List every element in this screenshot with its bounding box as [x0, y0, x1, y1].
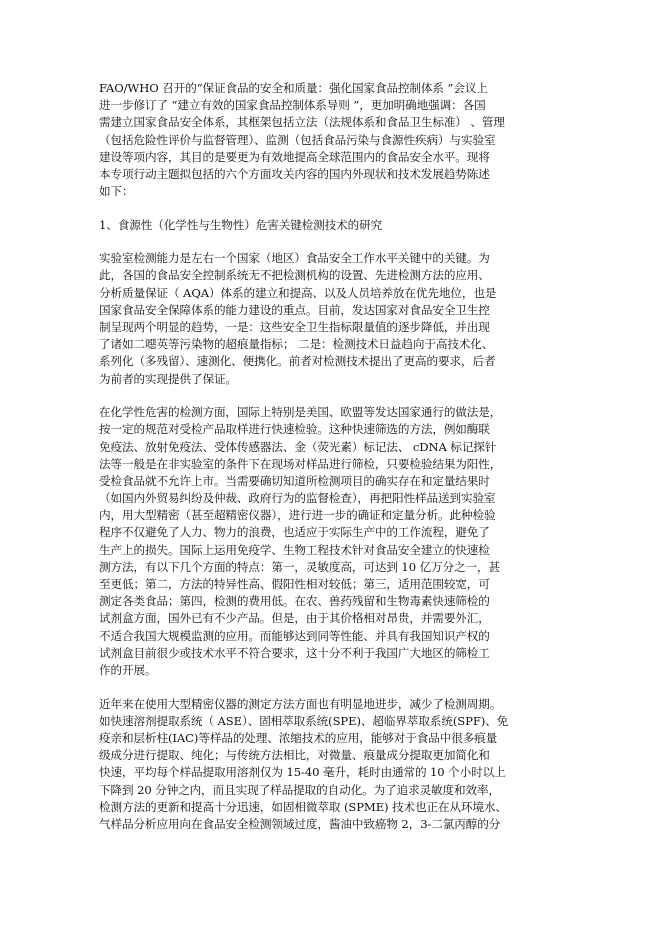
instrument-methods-paragraph — [99, 696, 561, 834]
text-line: FAO/WHO 召开的“保证食品的安全和质量：强化国家食品控制体系 ”会议上 — [99, 81, 488, 95]
text-line: 如快速溶剂提取系统（ ASE）、固相萃取系统(SPE)、超临界萃取系统(SPF)、免 — [99, 713, 509, 728]
text-line: 级成分进行提取、纯化；与传统方法相比，对微量、痕量成分提取更加简化和 — [99, 748, 490, 763]
text-line: 气样品分析应用向在食品安全检测领域过度，酱油中致癌物 2，3-二氯丙醇的分 — [99, 816, 501, 831]
text-line: 试剂盒方面，国外已有不少产品。但是，由于其价格相对昂贵，并需要外汇， — [99, 611, 490, 626]
text-line: 检测方法的更新和提高十分迅速，如固相微萃取 (SPME) 技术也正在从环境水、 — [99, 799, 508, 814]
text-line: （如国内外贸易纠纷及仲裁、政府行为的监督检查），再把阳性样品送到实验室 — [99, 491, 496, 506]
text-line: 进一步修订了 “建立有效的国家食品控制体系导则 ”，更加明确地强调：各国 — [99, 98, 486, 113]
text-line: 制呈现两个明显的趋势，一是：这些安全卫生指标限量值的逐步降低，并出现 — [99, 320, 490, 335]
text-line: 内，用大型精密（甚至超精密仪器），进行进一步的确证和定量分析。此种检验 — [99, 508, 496, 523]
text-line: 不适合我国大规模监测的应用。而能够达到同等性能、并具有我国知识产权的 — [99, 628, 490, 643]
text-line: 需建立国家食品安全体系，其框架包括立法（法规体系和食品卫生标准） 、管理 — [99, 115, 505, 130]
text-line: 国家食品安全保障体系的能力建设的重点。目前，发达国家对食品安全卫生控 — [99, 302, 490, 317]
text-line: 至更低；第二，方法的特异性高、假阳性相对较低；第三，适用范围较宽，可 — [99, 577, 490, 592]
intro-paragraph — [99, 80, 561, 200]
section-heading-text: 1、食源性（化学性与生物性）危害关键检测技术的研究 — [99, 217, 383, 232]
text-line: 如下： — [99, 184, 134, 199]
chemical-hazard-paragraph — [99, 404, 561, 679]
text-line: 系列化（多残留）、速测化、便携化。前者对检测技术提出了更高的要求，后者 — [99, 354, 496, 369]
text-line: （包括危险性评价与监督管理）、监测（包括食品污染与食源性疾病）与实验室 — [99, 132, 496, 147]
text-line: 疫亲和层析柱(IAC)等样品的处理、浓缩技术的应用，能够对于食品中很多痕量 — [99, 730, 498, 745]
text-line: 按一定的规范对受检产品取样进行快速检验。这种快速筛选的方法，例如酶联 — [99, 422, 490, 437]
paragraph-gap — [99, 388, 561, 404]
text-line: 为前者的实现提供了保证。 — [99, 371, 237, 386]
paragraph-gap — [99, 200, 561, 216]
text-line: 快速，平均每个样品提取用溶剂仅为 15-40 毫升，耗时由通常的 10 个小时以上 — [99, 765, 506, 780]
text-line: 受检食品就不允许上市。当需要确切知道所检测项目的确实存在和定量结果时 — [99, 473, 490, 488]
text-line: 作的开展。 — [99, 662, 157, 677]
text-line: 此，各国的食品安全控制系统无不把检测机构的设置、先进检测方法的应用、 — [99, 268, 490, 283]
text-line: 生产上的损失。国际上运用免疫学、生物工程技术针对食品安全建立的快速检 — [99, 542, 490, 557]
text-line: 测定各类食品；第四，检测的费用低。在农、兽药残留和生物毒素快速筛检的 — [99, 594, 490, 609]
text-line: 免疫法、放射免疫法、受体传感器法、金（荧光素）标记法、 cDNA 标记探针 — [99, 439, 497, 454]
text-line: 本专项行动主题拟包括的六个方面攻关内容的国内外现状和技术发展趋势陈述 — [99, 166, 490, 181]
text-line: 实验室检测能力是左右一个国家（地区）食品安全工作水平关键中的关键。为 — [99, 251, 490, 266]
text-line: 程序不仅避免了人力、物力的浪费，也适应于实际生产中的工作流程，避免了 — [99, 525, 490, 540]
lab-capacity-paragraph — [99, 250, 561, 388]
text-line: 试剂盒目前很少或技术水平不符合要求，这十分不利于我国广大地区的筛检工 — [99, 645, 490, 660]
text-line: 测方法，有以下几个方面的特点：第一，灵敏度高，可达到 10 亿万分之一，甚 — [99, 559, 501, 574]
text-line: 了诸如二噁英等污染物的超痕量指标； 二是：检测技术日益趋向于高技术化、 — [99, 337, 494, 352]
paragraph-gap — [99, 234, 561, 250]
paragraph-gap — [99, 679, 561, 695]
document-page — [99, 80, 561, 833]
text-line: 建设等项内容，其目的是要更为有效地提高全球范围内的食品安全水平。现将 — [99, 149, 490, 164]
section-heading — [99, 217, 561, 234]
text-line: 分析质量保证（ AQA）体系的建立和提高、以及人员培养放在优先地位，也是 — [99, 285, 497, 300]
text-line: 下降到 20 分钟之内，而且实现了样品提取的自动化。为了追求灵敏度和效率， — [99, 782, 501, 797]
text-line: 近年来在使用大型精密仪器的测定方法方面也有明显地进步，减少了检测周期。 — [99, 696, 502, 711]
text-line: 在化学性危害的检测方面，国际上特别是美国、欧盟等发达国家通行的做法是， — [99, 405, 502, 420]
text-line: 法等一般是在非实验室的条件下在现场对样品进行筛检，只要检验结果为阳性， — [99, 456, 502, 471]
